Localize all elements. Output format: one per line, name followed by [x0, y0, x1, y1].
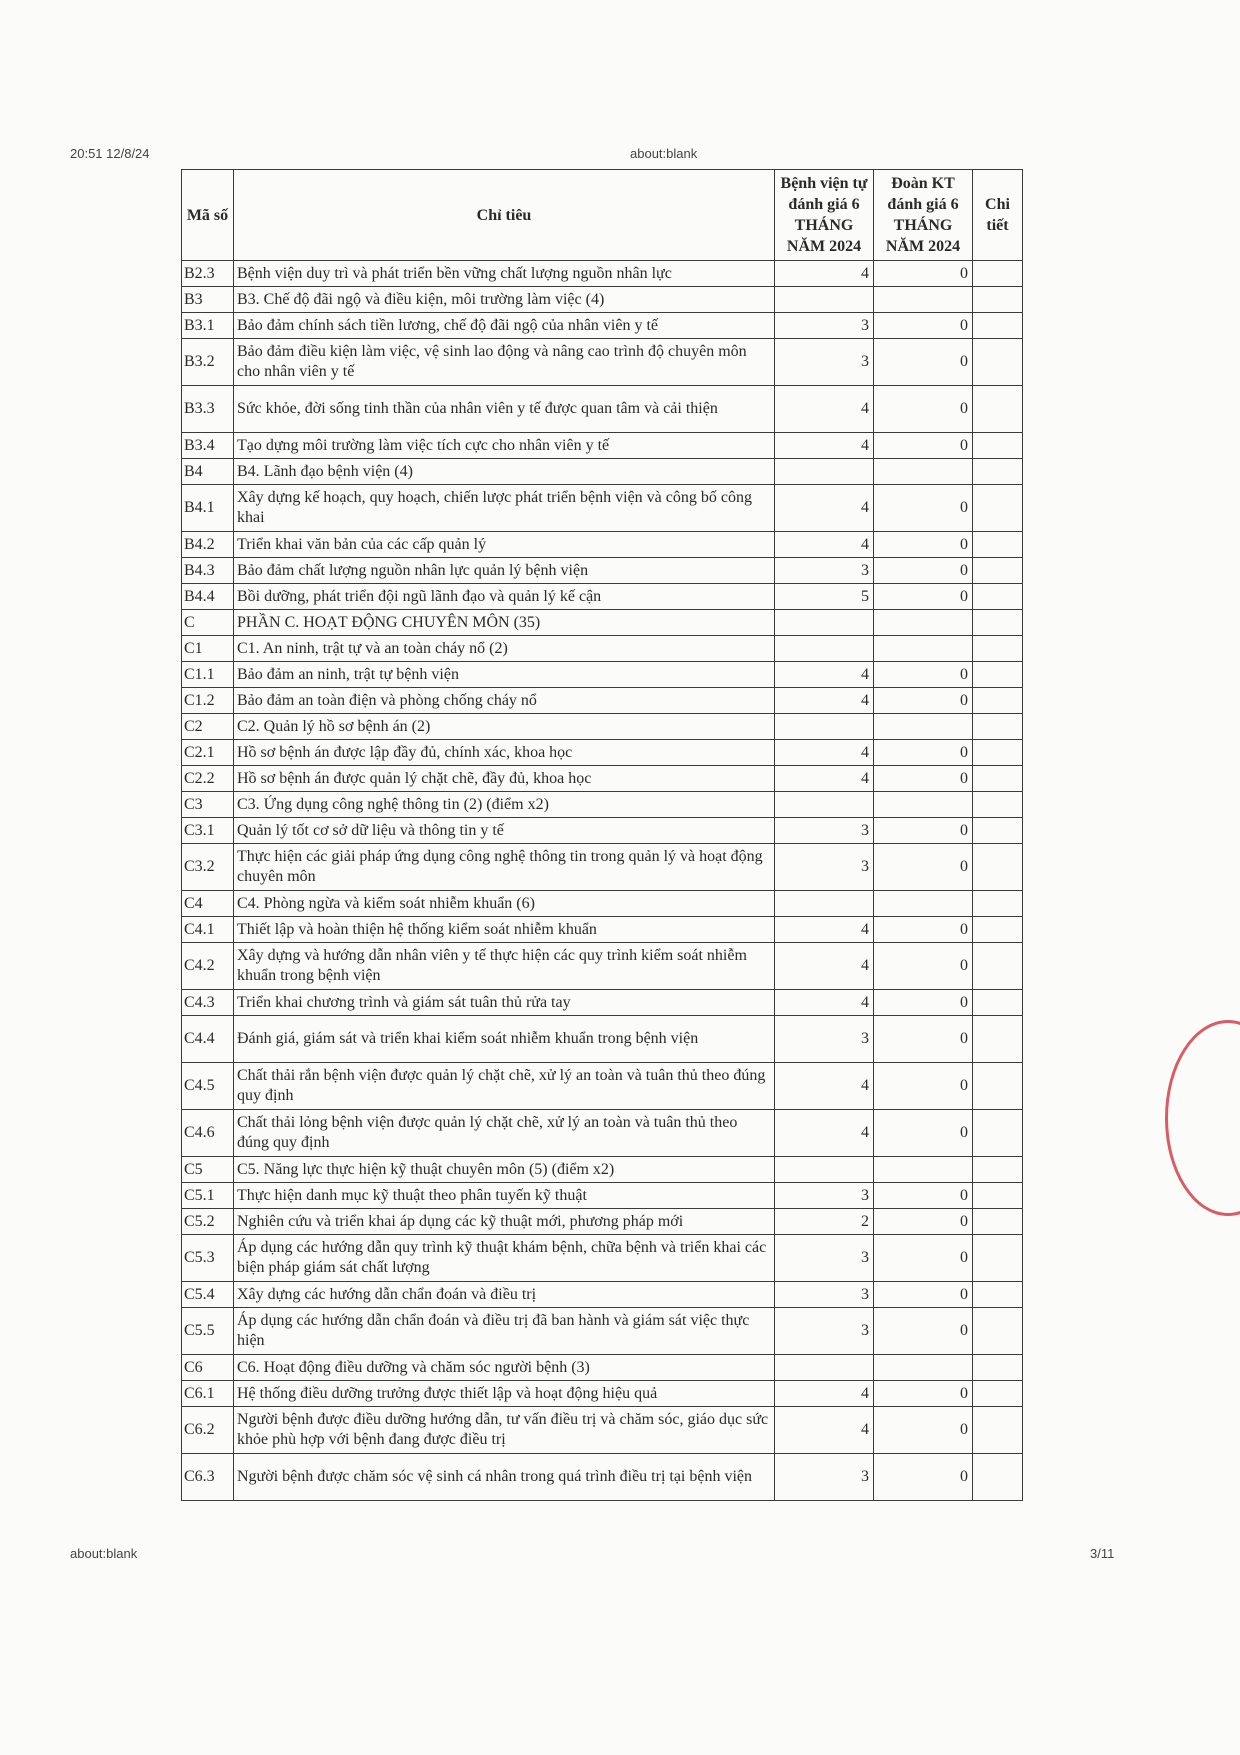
row-detail — [973, 386, 1023, 433]
row-self-score: 3 — [775, 1183, 874, 1209]
row-self-score: 4 — [775, 532, 874, 558]
table-row — [182, 662, 1023, 688]
print-footer-url: about:blank — [70, 1546, 138, 1561]
row-self-score — [775, 287, 874, 313]
table-row — [182, 1063, 1023, 1110]
table-body — [182, 261, 1023, 1501]
header-criteria: Chỉ tiêu — [234, 170, 775, 261]
row-detail — [973, 740, 1023, 766]
table-header-row — [182, 170, 1023, 261]
row-inspection-score: 0 — [874, 339, 973, 386]
row-inspection-score — [874, 1157, 973, 1183]
row-code: B2.3 — [182, 261, 234, 287]
row-code: B3.2 — [182, 339, 234, 386]
row-detail — [973, 433, 1023, 459]
red-seal-stamp — [1165, 1020, 1240, 1216]
row-criteria: Người bệnh được chăm sóc vệ sinh cá nhân trong quá trình điều trị tại bệnh viện — [234, 1454, 775, 1501]
row-code: C3 — [182, 792, 234, 818]
row-inspection-score — [874, 287, 973, 313]
row-criteria: Đánh giá, giám sát và triển khai kiểm soát nhiễm khuẩn trong bệnh viện — [234, 1016, 775, 1063]
row-detail — [973, 1282, 1023, 1308]
row-detail — [973, 1110, 1023, 1157]
table-row — [182, 610, 1023, 636]
row-self-score: 3 — [775, 1308, 874, 1355]
header-inspection-assessment: Đoàn KT đánh giá 6 THÁNG NĂM 2024 — [874, 170, 973, 261]
row-code: B4.3 — [182, 558, 234, 584]
row-inspection-score: 0 — [874, 1308, 973, 1355]
row-self-score — [775, 792, 874, 818]
row-criteria: Xây dựng và hướng dẫn nhân viên y tế thực hiện các quy trình kiểm soát nhiễm khuẩn trong bệnh viện — [234, 943, 775, 990]
row-detail — [973, 1183, 1023, 1209]
row-self-score — [775, 891, 874, 917]
row-criteria: Thực hiện các giải pháp ứng dụng công nghệ thông tin trong quản lý và hoạt động chuyên môn — [234, 844, 775, 891]
table-row — [182, 287, 1023, 313]
row-inspection-score: 0 — [874, 313, 973, 339]
row-self-score: 4 — [775, 740, 874, 766]
row-criteria: B4. Lãnh đạo bệnh viện (4) — [234, 459, 775, 485]
row-inspection-score: 0 — [874, 818, 973, 844]
row-criteria: Áp dụng các hướng dẫn chẩn đoán và điều trị đã ban hành và giám sát việc thực hiện — [234, 1308, 775, 1355]
row-detail — [973, 1235, 1023, 1282]
row-detail — [973, 339, 1023, 386]
table-row — [182, 433, 1023, 459]
table-row — [182, 1209, 1023, 1235]
row-inspection-score: 0 — [874, 688, 973, 714]
table-row — [182, 766, 1023, 792]
row-detail — [973, 1209, 1023, 1235]
row-self-score: 5 — [775, 584, 874, 610]
row-criteria: Sức khỏe, đời sống tinh thần của nhân viên y tế được quan tâm và cải thiện — [234, 386, 775, 433]
row-criteria: Hồ sơ bệnh án được quản lý chặt chẽ, đầy đủ, khoa học — [234, 766, 775, 792]
row-detail — [973, 662, 1023, 688]
table-row — [182, 792, 1023, 818]
header-self-assessment: Bệnh viện tự đánh giá 6 THÁNG NĂM 2024 — [775, 170, 874, 261]
row-self-score: 4 — [775, 1110, 874, 1157]
header-code: Mã số — [182, 170, 234, 261]
row-code: C4.5 — [182, 1063, 234, 1110]
row-code: B3 — [182, 287, 234, 313]
row-detail — [973, 1157, 1023, 1183]
row-inspection-score: 0 — [874, 990, 973, 1016]
row-detail — [973, 1407, 1023, 1454]
row-detail — [973, 558, 1023, 584]
table-row — [182, 1235, 1023, 1282]
row-detail — [973, 943, 1023, 990]
row-inspection-score: 0 — [874, 485, 973, 532]
row-code: C3.2 — [182, 844, 234, 891]
row-detail — [973, 792, 1023, 818]
row-detail — [973, 636, 1023, 662]
table-row — [182, 917, 1023, 943]
row-inspection-score — [874, 891, 973, 917]
row-self-score: 4 — [775, 917, 874, 943]
row-self-score: 4 — [775, 662, 874, 688]
header-detail: Chi tiết — [973, 170, 1023, 261]
row-code: C2.1 — [182, 740, 234, 766]
row-self-score: 2 — [775, 1209, 874, 1235]
table-row — [182, 1407, 1023, 1454]
row-inspection-score: 0 — [874, 1209, 973, 1235]
row-code: C5.3 — [182, 1235, 234, 1282]
row-detail — [973, 1454, 1023, 1501]
row-self-score — [775, 1157, 874, 1183]
row-self-score: 4 — [775, 688, 874, 714]
row-self-score: 4 — [775, 1407, 874, 1454]
row-detail — [973, 532, 1023, 558]
row-detail — [973, 688, 1023, 714]
row-criteria: C5. Năng lực thực hiện kỹ thuật chuyên môn (5) (điểm x2) — [234, 1157, 775, 1183]
row-detail — [973, 1016, 1023, 1063]
row-self-score: 3 — [775, 1016, 874, 1063]
row-detail — [973, 287, 1023, 313]
row-inspection-score — [874, 714, 973, 740]
row-criteria: Chất thải lỏng bệnh viện được quản lý chặt chẽ, xử lý an toàn và tuân thủ theo đúng quy định — [234, 1110, 775, 1157]
row-self-score — [775, 610, 874, 636]
row-criteria: Áp dụng các hướng dẫn quy trình kỹ thuật khám bệnh, chữa bệnh và triển khai các biện pháp giám sát chất lượng — [234, 1235, 775, 1282]
row-self-score: 4 — [775, 485, 874, 532]
row-self-score: 4 — [775, 766, 874, 792]
row-criteria: C4. Phòng ngừa và kiểm soát nhiễm khuẩn (6) — [234, 891, 775, 917]
row-self-score: 4 — [775, 1063, 874, 1110]
row-self-score: 3 — [775, 818, 874, 844]
table-row — [182, 1308, 1023, 1355]
row-inspection-score: 0 — [874, 1454, 973, 1501]
row-code: C2 — [182, 714, 234, 740]
print-page-title: about:blank — [630, 146, 698, 161]
row-detail — [973, 990, 1023, 1016]
row-self-score: 3 — [775, 1282, 874, 1308]
row-criteria: Người bệnh được điều dưỡng hướng dẫn, tư vấn điều trị và chăm sóc, giáo dục sức khỏe phù hợp với bệnh đang được điều trị — [234, 1407, 775, 1454]
row-inspection-score — [874, 792, 973, 818]
table-row — [182, 1016, 1023, 1063]
row-criteria: C2. Quản lý hồ sơ bệnh án (2) — [234, 714, 775, 740]
row-criteria: Tạo dựng môi trường làm việc tích cực cho nhân viên y tế — [234, 433, 775, 459]
row-detail — [973, 584, 1023, 610]
row-inspection-score — [874, 636, 973, 662]
row-code: C — [182, 610, 234, 636]
row-self-score: 3 — [775, 313, 874, 339]
table-row — [182, 1454, 1023, 1501]
row-criteria: Thiết lập và hoàn thiện hệ thống kiểm soát nhiễm khuẩn — [234, 917, 775, 943]
row-code: B4.4 — [182, 584, 234, 610]
row-inspection-score — [874, 1355, 973, 1381]
row-code: C4.4 — [182, 1016, 234, 1063]
table-row — [182, 1110, 1023, 1157]
table-row — [182, 636, 1023, 662]
table-row — [182, 740, 1023, 766]
row-detail — [973, 1063, 1023, 1110]
row-detail — [973, 485, 1023, 532]
row-inspection-score: 0 — [874, 1381, 973, 1407]
row-code: C4.2 — [182, 943, 234, 990]
row-self-score — [775, 636, 874, 662]
row-inspection-score: 0 — [874, 1407, 973, 1454]
row-detail — [973, 714, 1023, 740]
table-row — [182, 1355, 1023, 1381]
row-code: C5.1 — [182, 1183, 234, 1209]
row-self-score — [775, 459, 874, 485]
row-criteria: Hệ thống điều dưỡng trưởng được thiết lập và hoạt động hiệu quả — [234, 1381, 775, 1407]
row-code: C3.1 — [182, 818, 234, 844]
row-code: C5 — [182, 1157, 234, 1183]
row-inspection-score: 0 — [874, 1235, 973, 1282]
table-row — [182, 532, 1023, 558]
row-code: B4.2 — [182, 532, 234, 558]
row-detail — [973, 459, 1023, 485]
row-code: C1.1 — [182, 662, 234, 688]
row-detail — [973, 1381, 1023, 1407]
row-self-score — [775, 714, 874, 740]
row-criteria: Bảo đảm an toàn điện và phòng chống cháy nổ — [234, 688, 775, 714]
row-criteria: Chất thải rắn bệnh viện được quản lý chặt chẽ, xử lý an toàn và tuân thủ theo đúng quy định — [234, 1063, 775, 1110]
row-inspection-score: 0 — [874, 1183, 973, 1209]
row-detail — [973, 261, 1023, 287]
row-inspection-score: 0 — [874, 386, 973, 433]
row-criteria: C3. Ứng dụng công nghệ thông tin (2) (điểm x2) — [234, 792, 775, 818]
table-row — [182, 261, 1023, 287]
row-self-score: 3 — [775, 339, 874, 386]
table-row — [182, 1183, 1023, 1209]
row-detail — [973, 844, 1023, 891]
row-criteria: PHẦN C. HOẠT ĐỘNG CHUYÊN MÔN (35) — [234, 610, 775, 636]
row-self-score: 3 — [775, 1235, 874, 1282]
row-inspection-score — [874, 610, 973, 636]
row-inspection-score: 0 — [874, 662, 973, 688]
row-code: C6.1 — [182, 1381, 234, 1407]
row-detail — [973, 818, 1023, 844]
row-code: B4.1 — [182, 485, 234, 532]
table-row — [182, 714, 1023, 740]
row-detail — [973, 891, 1023, 917]
row-code: C5.4 — [182, 1282, 234, 1308]
row-criteria: Nghiên cứu và triển khai áp dụng các kỹ thuật mới, phương pháp mới — [234, 1209, 775, 1235]
row-inspection-score: 0 — [874, 917, 973, 943]
row-inspection-score: 0 — [874, 1063, 973, 1110]
row-inspection-score — [874, 459, 973, 485]
row-self-score: 3 — [775, 844, 874, 891]
table-row — [182, 339, 1023, 386]
row-detail — [973, 1308, 1023, 1355]
row-code: B4 — [182, 459, 234, 485]
row-inspection-score: 0 — [874, 766, 973, 792]
row-self-score — [775, 1355, 874, 1381]
row-detail — [973, 766, 1023, 792]
row-code: C1 — [182, 636, 234, 662]
row-criteria: Xây dựng kế hoạch, quy hoạch, chiến lược phát triển bệnh viện và công bố công khai — [234, 485, 775, 532]
table-row — [182, 386, 1023, 433]
row-inspection-score: 0 — [874, 1016, 973, 1063]
row-criteria: Bảo đảm chất lượng nguồn nhân lực quản lý bệnh viện — [234, 558, 775, 584]
row-criteria: Hồ sơ bệnh án được lập đầy đủ, chính xác, khoa học — [234, 740, 775, 766]
row-criteria: Bệnh viện duy trì và phát triển bền vững chất lượng nguồn nhân lực — [234, 261, 775, 287]
row-detail — [973, 917, 1023, 943]
row-criteria: Triển khai chương trình và giám sát tuân thủ rửa tay — [234, 990, 775, 1016]
table-row — [182, 459, 1023, 485]
row-self-score: 4 — [775, 386, 874, 433]
table-row — [182, 584, 1023, 610]
row-criteria: C6. Hoạt động điều dưỡng và chăm sóc người bệnh (3) — [234, 1355, 775, 1381]
table-row — [182, 485, 1023, 532]
table-row — [182, 818, 1023, 844]
row-inspection-score: 0 — [874, 1110, 973, 1157]
row-criteria: Bảo đảm điều kiện làm việc, vệ sinh lao động và nâng cao trình độ chuyên môn cho nhân viên y tế — [234, 339, 775, 386]
table-row — [182, 990, 1023, 1016]
row-code: B3.4 — [182, 433, 234, 459]
row-code: C1.2 — [182, 688, 234, 714]
row-criteria: Quản lý tốt cơ sở dữ liệu và thông tin y tế — [234, 818, 775, 844]
row-self-score: 4 — [775, 1381, 874, 1407]
row-inspection-score: 0 — [874, 943, 973, 990]
row-inspection-score: 0 — [874, 433, 973, 459]
table-row — [182, 558, 1023, 584]
row-self-score: 4 — [775, 990, 874, 1016]
table-row — [182, 1157, 1023, 1183]
row-self-score: 4 — [775, 943, 874, 990]
row-detail — [973, 313, 1023, 339]
row-criteria: Bảo đảm an ninh, trật tự bệnh viện — [234, 662, 775, 688]
row-code: C4.6 — [182, 1110, 234, 1157]
row-code: B3.1 — [182, 313, 234, 339]
row-criteria: Thực hiện danh mục kỹ thuật theo phân tuyến kỹ thuật — [234, 1183, 775, 1209]
row-code: C5.2 — [182, 1209, 234, 1235]
table-row — [182, 891, 1023, 917]
table-row — [182, 313, 1023, 339]
table-row — [182, 688, 1023, 714]
row-criteria: Xây dựng các hướng dẫn chẩn đoán và điều trị — [234, 1282, 775, 1308]
row-criteria: B3. Chế độ đãi ngộ và điều kiện, môi trường làm việc (4) — [234, 287, 775, 313]
row-detail — [973, 610, 1023, 636]
row-criteria: Triển khai văn bản của các cấp quản lý — [234, 532, 775, 558]
row-inspection-score: 0 — [874, 584, 973, 610]
row-self-score: 3 — [775, 1454, 874, 1501]
row-inspection-score: 0 — [874, 844, 973, 891]
row-code: C5.5 — [182, 1308, 234, 1355]
row-code: C4.1 — [182, 917, 234, 943]
row-criteria: Bồi dưỡng, phát triển đội ngũ lãnh đạo và quản lý kế cận — [234, 584, 775, 610]
row-self-score: 4 — [775, 261, 874, 287]
row-code: C6.3 — [182, 1454, 234, 1501]
table-row — [182, 1282, 1023, 1308]
row-inspection-score: 0 — [874, 1282, 973, 1308]
row-inspection-score: 0 — [874, 558, 973, 584]
row-code: C4.3 — [182, 990, 234, 1016]
table-row — [182, 844, 1023, 891]
row-criteria: C1. An ninh, trật tự và an toàn cháy nổ (2) — [234, 636, 775, 662]
table-row — [182, 943, 1023, 990]
row-inspection-score: 0 — [874, 740, 973, 766]
print-timestamp: 20:51 12/8/24 — [70, 146, 150, 161]
evaluation-table — [181, 169, 1023, 1501]
print-page-number: 3/11 — [1090, 1546, 1115, 1561]
row-self-score: 4 — [775, 433, 874, 459]
row-criteria: Bảo đảm chính sách tiền lương, chế độ đãi ngộ của nhân viên y tế — [234, 313, 775, 339]
row-self-score: 3 — [775, 558, 874, 584]
table-row — [182, 1381, 1023, 1407]
row-inspection-score: 0 — [874, 532, 973, 558]
row-code: B3.3 — [182, 386, 234, 433]
row-detail — [973, 1355, 1023, 1381]
row-inspection-score: 0 — [874, 261, 973, 287]
row-code: C4 — [182, 891, 234, 917]
row-code: C6 — [182, 1355, 234, 1381]
row-code: C6.2 — [182, 1407, 234, 1454]
row-code: C2.2 — [182, 766, 234, 792]
